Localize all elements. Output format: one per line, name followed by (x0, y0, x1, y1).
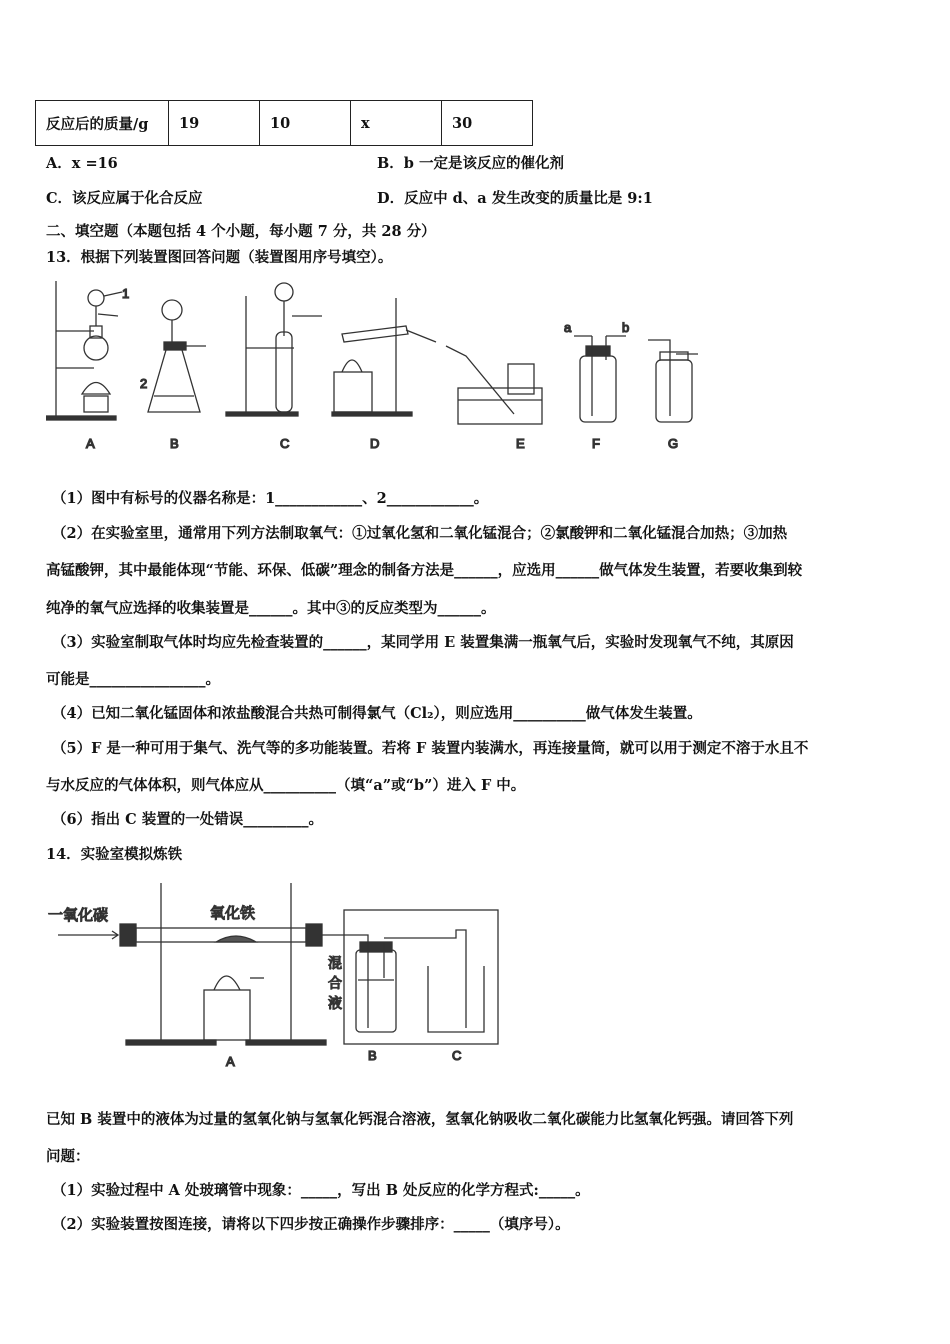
option-d: D．反应中 d、a 发生改变的质量比是 9:1 (377, 190, 653, 207)
q13-part2-line1: （2）在实验室里，通常用下列方法制取氧气：①过氧化氢和二氧化锰混合；②氯酸钾和二氧化锰混合加热；③加热 (52, 525, 788, 542)
option-b: B．b 一定是该反应的催化剂 (377, 155, 564, 172)
apparatus-bc-frame (344, 910, 498, 1044)
mix-label-1: 混 (328, 955, 342, 971)
apparatus-b (148, 300, 206, 412)
q13-title: 13．根据下列装置图回答问题（装置图用序号填空）。 (46, 249, 393, 266)
q14-desc-line1: 已知 B 装置中的液体为过量的氢氧化钠与氢氧化钙混合溶液，氢氧化钠吸收二氧化碳能力比氢氧化钙强。请回答下列 (46, 1111, 794, 1128)
tube-a-label: a (564, 320, 572, 335)
option-c: C．该反应属于化合反应 (46, 190, 203, 207)
fig-label-g: G (668, 436, 679, 451)
table-cell: 30 (442, 101, 533, 146)
fig-label-e: E (516, 436, 525, 451)
fig-label-b: B (368, 1048, 377, 1063)
section-title: 二、填空题（本题包括 4 个小题，每小题 7 分，共 28 分） (46, 223, 436, 240)
fig-label-c: C (280, 436, 290, 451)
co-label: 一氧化碳 (48, 907, 109, 924)
fig-label-c: C (452, 1048, 462, 1063)
mix-label-2: 合 (328, 975, 342, 991)
option-a: A．x =16 (46, 155, 118, 172)
fig-label-d: D (370, 436, 380, 451)
fig-label-f: F (592, 436, 600, 451)
q13-part6: （6）指出 C 装置的一处错误_________。 (52, 811, 323, 828)
fig-label-b: B (170, 436, 179, 451)
q13-part2-line2: 高锰酸钾，其中最能体现“节能、环保、低碳”理念的制备方法是______，应选用______做气体发生装置，若要收集到较 (46, 562, 803, 579)
apparatus-c-beaker (428, 966, 484, 1032)
q13-part2-line3: 纯净的氧气应选择的收集装置是______。其中③的反应类型为______。 (46, 600, 496, 617)
mark-2: 2 (140, 376, 148, 391)
tube-b-label: b (622, 320, 630, 335)
table-cell: 19 (169, 101, 260, 146)
apparatus-e (446, 346, 542, 424)
q14-part1: （1）实验过程中 A 处玻璃管中现象：_____，写出 B 处反应的化学方程式:_____。 (52, 1182, 590, 1199)
q14-title: 14．实验室模拟炼铁 (46, 846, 183, 863)
apparatus-g (648, 340, 698, 422)
table-cell: 10 (260, 101, 351, 146)
fig-label-a: A (86, 436, 95, 451)
table-cell: x (351, 101, 442, 146)
q14-ironmaking-figure (46, 878, 506, 1070)
apparatus-d (332, 298, 436, 416)
q14-desc-line2: 问题： (46, 1148, 90, 1165)
q13-part3-line2: 可能是________________。 (46, 671, 220, 688)
table-row (36, 101, 533, 146)
mix-label-3: 液 (328, 995, 342, 1011)
q13-part5-line1: （5）F 是一种可用于集气、洗气等的多功能装置。若将 F 装置内装满水，再连接量筒，就可以用于测定不溶于水且不 (52, 740, 809, 757)
q13-part3-line1: （3）实验室制取气体时均应先检查装置的______，某同学用 E 装置集满一瓶氧气后，实验时发现氧气不纯，其原因 (52, 634, 794, 651)
table-row-label: 反应后的质量/g (36, 101, 169, 146)
q13-part5-line2: 与水反应的气体体积，则气体应从__________（填“a”或“b”）进入 F 中。 (46, 777, 526, 794)
q13-part4: （4）已知二氧化锰固体和浓盐酸混合共热可制得氯气（Cl₂），则应选用__________做气体发生装置。 (52, 705, 702, 722)
q13-part1: （1）图中有标号的仪器名称是：1____________、2____________。 (52, 490, 489, 507)
apparatus-b (356, 930, 466, 1032)
q13-apparatus-figure (46, 276, 716, 456)
fig-label-a: A (226, 1054, 235, 1069)
q14-part2: （2）实验装置按图连接，请将以下四步按正确操作步骤排序：_____（填序号）。 (52, 1216, 570, 1233)
apparatus-a (46, 281, 122, 420)
fe2o3-label: 氧化铁 (210, 905, 256, 922)
apparatus-c (226, 283, 322, 416)
mark-1: 1 (122, 286, 130, 301)
apparatus-f (574, 336, 626, 422)
mass-table (35, 100, 533, 146)
